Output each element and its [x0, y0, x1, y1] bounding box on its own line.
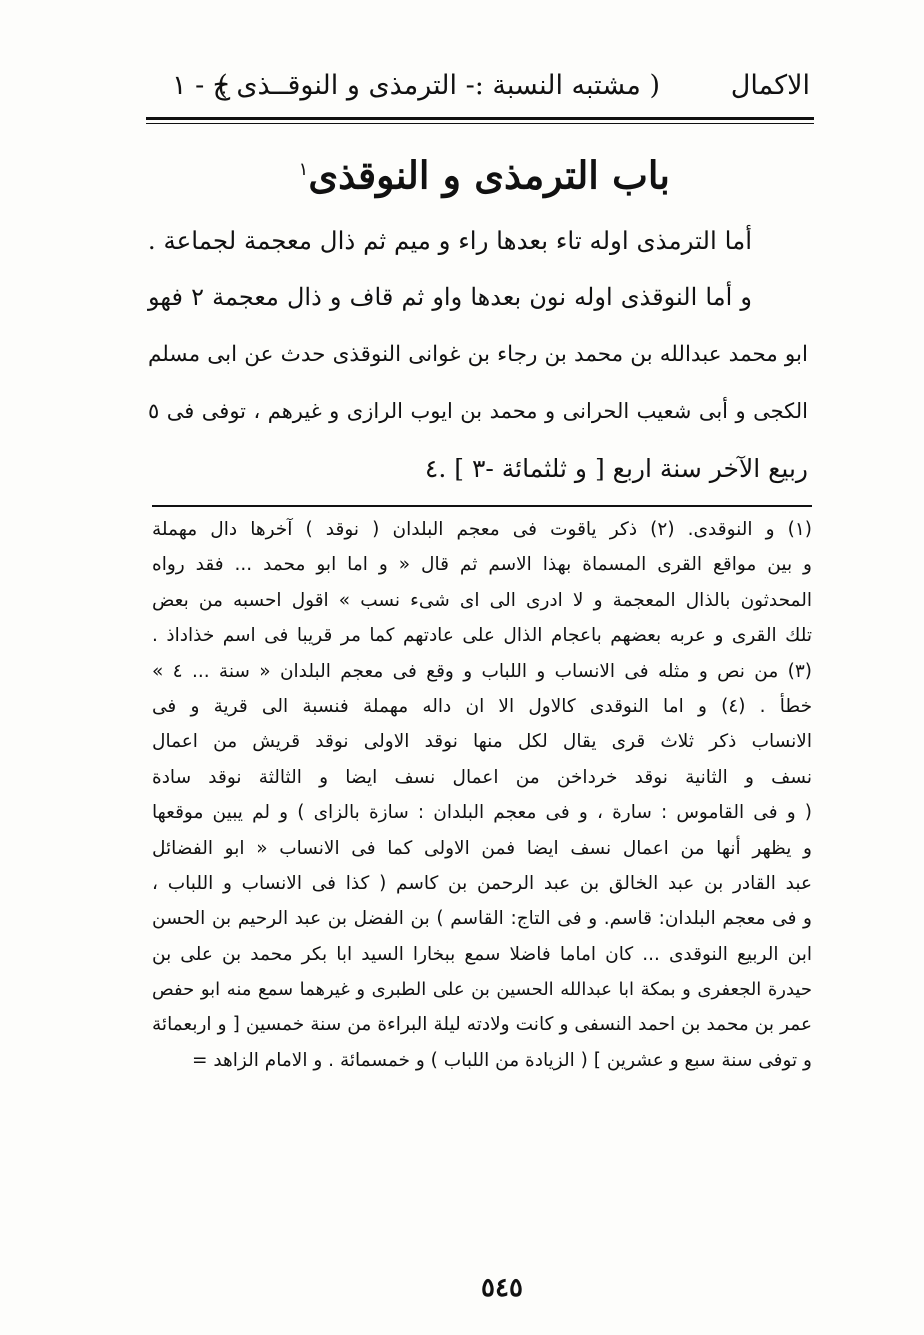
footnote-line: نسف و الثانية نوقد خرداخن من اعمال نسف ايضا و الثالثة نوقد سادة	[152, 766, 812, 788]
footnote-line: و بين مواقع القرى المسماة بهذا الاسم ثم قال « و اما ابو محمد ... فقد رواه	[152, 554, 812, 576]
footnote-line: (٣) من نص و مثله فى الانساب و اللباب و وقع فى معجم البلدان « سنة ... ٤ »	[152, 660, 812, 682]
chapter-title-text: باب الترمذى و النوقذى	[308, 152, 670, 198]
main-text-line: ربيع الآخر سنة اربع [ و ثلثمائة -٣ ] .٤	[424, 454, 808, 483]
chapter-title	[150, 140, 670, 200]
footnote-line: تلك القرى و عربه بعضهم باعجام الذال على عادتهم كما مر قريبا فى اسم خذاداذ .	[152, 625, 812, 647]
header-volume: ج - ١	[172, 70, 231, 101]
main-text-line: الكجى و أبى شعيب الحرانى و محمد بن ايوب الرازى و غيرهم ، توفى فى ٥	[148, 399, 808, 423]
header-section-title: ( مشتبه النسبة :- الترمذى و النوقــذى )	[217, 70, 660, 101]
page-number: ٥٤٥	[481, 1273, 523, 1303]
main-text-line: و أما النوقذى اوله نون بعدها واو ثم قاف و ذال معجمة ٢ فهو	[148, 283, 752, 311]
footnote-line: و توفى سنة سبع و عشرين ] ( الزيادة من اللباب ) و خمسمائة . و الامام الزاهد =	[191, 1049, 812, 1071]
footnote-line: عمر بن محمد بن احمد النسفى و كانت ولادته ليلة البراءة من سنة خمسين [ و اربعمائة	[152, 1014, 812, 1036]
main-text	[148, 212, 808, 497]
footnote-line: خطأ . (٤) و اما النوقدى كالاول الا ان داله مهملة فنسبة الى قرية و فى	[152, 695, 813, 717]
footnote-line: حيدرة الجعفرى و بمكة ابا عبدالله الحسين بن على الطبرى و غيرهما سمع منه ابو حفص	[152, 979, 812, 1001]
header-book-title: الاكمال	[730, 70, 810, 101]
footnote-line: عبد القادر بن عبد الخالق بن عبد الرحمن بن كاسم ( كذا فى الانساب و اللباب ،	[152, 872, 812, 894]
footnotes	[152, 512, 812, 1078]
footnote-line: (١) و النوقدى. (٢) ذكر ياقوت فى معجم البلدان ( نوقد ) آخرها دال مهملة	[152, 519, 813, 540]
main-text-line: ابو محمد عبدالله بن محمد بن رجاء بن غوانى النوقذى حدث عن ابى مسلم	[148, 342, 808, 367]
footnote-line: ابن الربيع النوقدى ... كان اماما فاضلا سمع ببخارا السيد ابا بكر محمد بن على بن	[152, 943, 812, 965]
running-header	[150, 62, 810, 110]
footnote-line: المحدثون بالذال المعجمة و لا ادرى الى اى شىء نسب » اقول احسبه من بعض	[152, 589, 812, 611]
footnotes-divider	[152, 505, 812, 507]
footnote-line: الانساب ذكر ثلاث قرى يقال لكل منها نوقد الاولى نوقد قريش من اعمال	[152, 731, 812, 753]
footnote-line: و فى معجم البلدان: قاسم. و فى التاج: القاسم ) بن الفضل بن عبد الرحيم بن الحسن	[152, 908, 812, 930]
header-rule-thick	[146, 117, 814, 120]
header-rule-thin	[146, 123, 814, 124]
footnote-line: ( و فى القاموس : سارة ، و فى معجم البلدان : سازة بالزاى ) و لم يبين موقعها	[152, 802, 812, 824]
footnote-line: و يظهر أنها من اعمال نسف ايضا فمن الاولى كما فى الانساب « ابو الفضائل	[152, 837, 812, 859]
main-text-line: أما الترمذى اوله تاء بعدها راء و ميم ثم ذال معجمة لجماعة .	[147, 226, 752, 255]
chapter-footnote-mark: ١	[298, 159, 309, 180]
